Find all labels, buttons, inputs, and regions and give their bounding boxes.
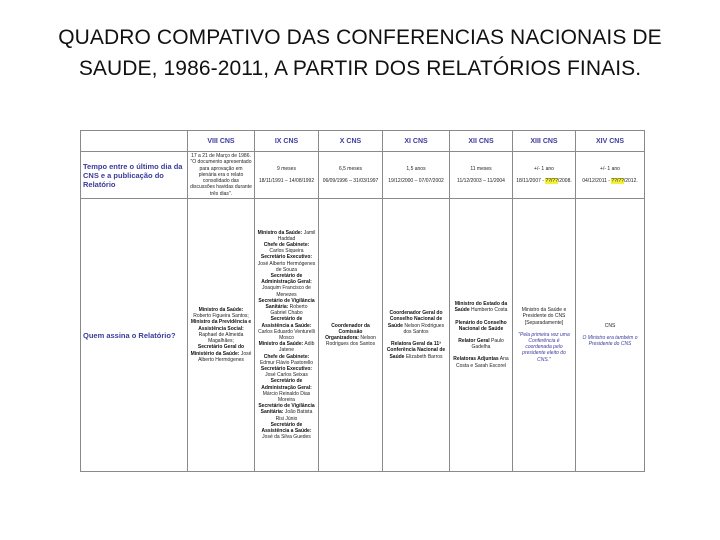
table-row-signatarios bbox=[81, 199, 645, 472]
signer-entry bbox=[257, 298, 316, 317]
header-empty bbox=[81, 131, 188, 152]
header-xiv: XIV CNS bbox=[576, 131, 645, 152]
signer-entry bbox=[321, 323, 380, 348]
note: O Ministro era também o Presidente do CNS bbox=[582, 334, 638, 348]
duration: 9 meses bbox=[277, 165, 296, 172]
signer-role: Ministro da Saúde: bbox=[258, 341, 304, 348]
signer-name: João Batista Risi Júnio bbox=[275, 409, 313, 422]
signer-name: Márcio Reinaldo Dias Moreira bbox=[262, 390, 311, 404]
cell-xiv-signatarios bbox=[576, 199, 645, 472]
cell-xi-signatarios bbox=[383, 199, 450, 472]
signer-name: Joaquim Francisco de Menezes bbox=[262, 285, 311, 298]
cell-xii-signatarios bbox=[450, 199, 513, 472]
signer-entry bbox=[257, 242, 316, 254]
duration: +/- 1 ano bbox=[534, 165, 554, 172]
signer-entry bbox=[385, 341, 447, 360]
signer-role: Chefe de Gabinete: bbox=[263, 353, 310, 360]
signer-name: Jamil Haddad bbox=[277, 229, 316, 242]
header-viii: VIII CNS bbox=[188, 131, 255, 152]
signer-name: José da Silva Guedes bbox=[262, 434, 311, 441]
signer-entry bbox=[257, 366, 316, 378]
date-range: 11/12/2003 – 11/2004 bbox=[457, 178, 505, 184]
page-title bbox=[40, 22, 680, 84]
signer-name: Elizabeth Barros bbox=[404, 353, 443, 360]
table-row-tempo bbox=[81, 152, 645, 199]
header-row bbox=[81, 131, 645, 152]
signer-role: Ministro do Estado da Saúde bbox=[454, 301, 508, 314]
signer-name: Raphael de Almeida Magalhães; bbox=[198, 331, 244, 345]
date-range: 06/09/1996 – 31/03/1997 bbox=[322, 178, 379, 184]
cell-ix-signatarios bbox=[255, 199, 319, 472]
signer-role: Chefe de Gabinete: bbox=[263, 241, 310, 248]
signer-role: Relator Geral bbox=[458, 338, 490, 344]
signer-entry bbox=[257, 378, 316, 403]
cell-x-signatarios bbox=[319, 199, 383, 472]
signer-entry bbox=[452, 338, 510, 350]
signer-name: Adib Jatene bbox=[278, 341, 315, 354]
signer-role: Secretário de Vigilância Sanitária: bbox=[258, 297, 315, 310]
cell-x-tempo bbox=[319, 152, 383, 199]
signer-entry bbox=[257, 422, 316, 441]
signer-role: Secretário de Administração Geral: bbox=[261, 378, 312, 391]
header-xi: XI CNS bbox=[383, 131, 450, 152]
cell-viii-tempo: 17 a 21 de Março de 1986. "O documento apresentado para aprovação em plenária era o relato consolidado das discussões havidas durante três dias". bbox=[188, 152, 255, 199]
unknown-date-highlight: ??/?? bbox=[545, 178, 558, 184]
signer-role: Ministro da Saúde: bbox=[198, 307, 244, 314]
signer-entry bbox=[257, 273, 316, 298]
signer-role: Coordenador da Comissão Organizadora: bbox=[325, 322, 370, 341]
title-line-1: QUADRO COMPATIVO DAS CONFERENCIAS NACIONAIS DE bbox=[58, 26, 662, 49]
signers: CNS bbox=[604, 322, 616, 329]
duration: +/- 1 ano bbox=[600, 165, 620, 172]
unknown-date-highlight: ??/?? bbox=[611, 178, 624, 184]
cell-xi-tempo bbox=[383, 152, 450, 199]
signer-entry bbox=[257, 354, 316, 366]
signer-name: Nelson Rodrigues dos Santos bbox=[402, 322, 445, 335]
signer-entry bbox=[385, 310, 447, 335]
cell-viii-signatarios bbox=[188, 199, 255, 472]
signer-role: Coordenador Geral do Conselho Nacional de Saúde bbox=[387, 310, 443, 329]
signer-name: Roberto Gabriel Chabo bbox=[270, 303, 308, 317]
signer-name: Humberto Costa bbox=[469, 307, 508, 314]
signer-role: Secretário Geral do Ministério da Saúde: bbox=[190, 344, 245, 357]
header-x: X CNS bbox=[319, 131, 383, 152]
signer-role: Secretário de Assistência a Saúde: bbox=[261, 421, 312, 435]
signer-role: Secretário de Administração Geral: bbox=[261, 272, 312, 286]
duration: 1,5 anos bbox=[406, 165, 426, 172]
signer-entry bbox=[257, 254, 316, 273]
date-range: 19/12/2000 – 07/07/2002 bbox=[388, 178, 444, 184]
signer-entry bbox=[452, 356, 510, 368]
signer-role: Relatora Geral da 11ª Conferência Nacional de Saúde bbox=[386, 341, 446, 360]
signer-role: Secretário Executivo: bbox=[260, 366, 313, 373]
cell-xiv-tempo bbox=[576, 152, 645, 199]
signer-entry bbox=[257, 316, 316, 341]
signer-name: José Carlos Seixas bbox=[265, 372, 308, 379]
cell-xiii-signatarios bbox=[513, 199, 576, 472]
signer-name: José Alberto Hermógenes bbox=[198, 350, 252, 363]
signer-entry bbox=[452, 320, 510, 332]
signer-entry bbox=[190, 319, 252, 344]
signer-entry bbox=[190, 307, 252, 319]
signer-role: Ministro da Previdência e Assistência Social: bbox=[190, 319, 252, 332]
signer-name: Roberto Figueira Santos; bbox=[193, 313, 249, 320]
signer-role: Secretário de Assistência a Saúde: bbox=[261, 316, 312, 329]
cell-xii-tempo bbox=[450, 152, 513, 199]
date-range: 04/12/2011 - ??/??/2012. bbox=[582, 178, 638, 184]
signers: Ministro da Saúde e Presidente do CNS [Separadamente] bbox=[521, 307, 567, 326]
date-range: 18/11/1991 – 14/08/1992 bbox=[258, 178, 315, 184]
header-ix: IX CNS bbox=[255, 131, 319, 152]
signer-entry bbox=[257, 341, 316, 353]
signer-name: Carlos Eduardo Venturelli Mosco bbox=[258, 328, 315, 341]
row-label-signatarios: Quem assina o Relatório? bbox=[81, 199, 188, 472]
date-range: 18/11/2007 - ??/??/2008. bbox=[516, 178, 572, 184]
signer-role: Relatoras Adjuntas bbox=[453, 356, 499, 363]
row-label-tempo: Tempo entre o último dia da CNS e a publicação do Relatório bbox=[81, 152, 188, 199]
signer-role: Plenário do Conselho Nacional de Saúde bbox=[455, 319, 507, 332]
header-xii: XII CNS bbox=[450, 131, 513, 152]
signer-role: Secretário Executivo: bbox=[260, 254, 313, 261]
signer-role: Ministro da Saúde: bbox=[257, 229, 303, 236]
signer-name: Ana Costa e Sarah Escorel bbox=[455, 356, 509, 369]
signer-name: Carlos Siqueira bbox=[269, 248, 304, 255]
cell-xiii-tempo bbox=[513, 152, 576, 199]
comparison-table bbox=[80, 130, 644, 480]
signer-entry bbox=[452, 301, 510, 313]
header-xiii: XIII CNS bbox=[513, 131, 576, 152]
signer-name: José Alberto Hermógenes de Souza bbox=[257, 260, 316, 273]
duration: 6,5 meses bbox=[338, 165, 363, 172]
cell-ix-tempo bbox=[255, 152, 319, 199]
signer-entry bbox=[257, 230, 316, 242]
title-line-2: SAUDE, 1986-2011, A PARTIR DOS RELATÓRIOS FINAIS. bbox=[78, 57, 642, 80]
signer-entry bbox=[190, 344, 252, 363]
signer-name: Edmur Flávio Pastorello bbox=[259, 359, 314, 366]
signer-role: Secretário de Vigilância Sanitária: bbox=[258, 403, 315, 416]
note: "Pela primeira vez uma Conferência é coordenada pelo presidente eleito do CNS." bbox=[518, 331, 570, 363]
signer-entry bbox=[257, 403, 316, 422]
duration: 11 meses bbox=[470, 165, 492, 172]
signer-name: Paulo Gadelha bbox=[471, 338, 504, 351]
signer-name: Nelson Rodrigues dos Santos bbox=[325, 335, 376, 348]
